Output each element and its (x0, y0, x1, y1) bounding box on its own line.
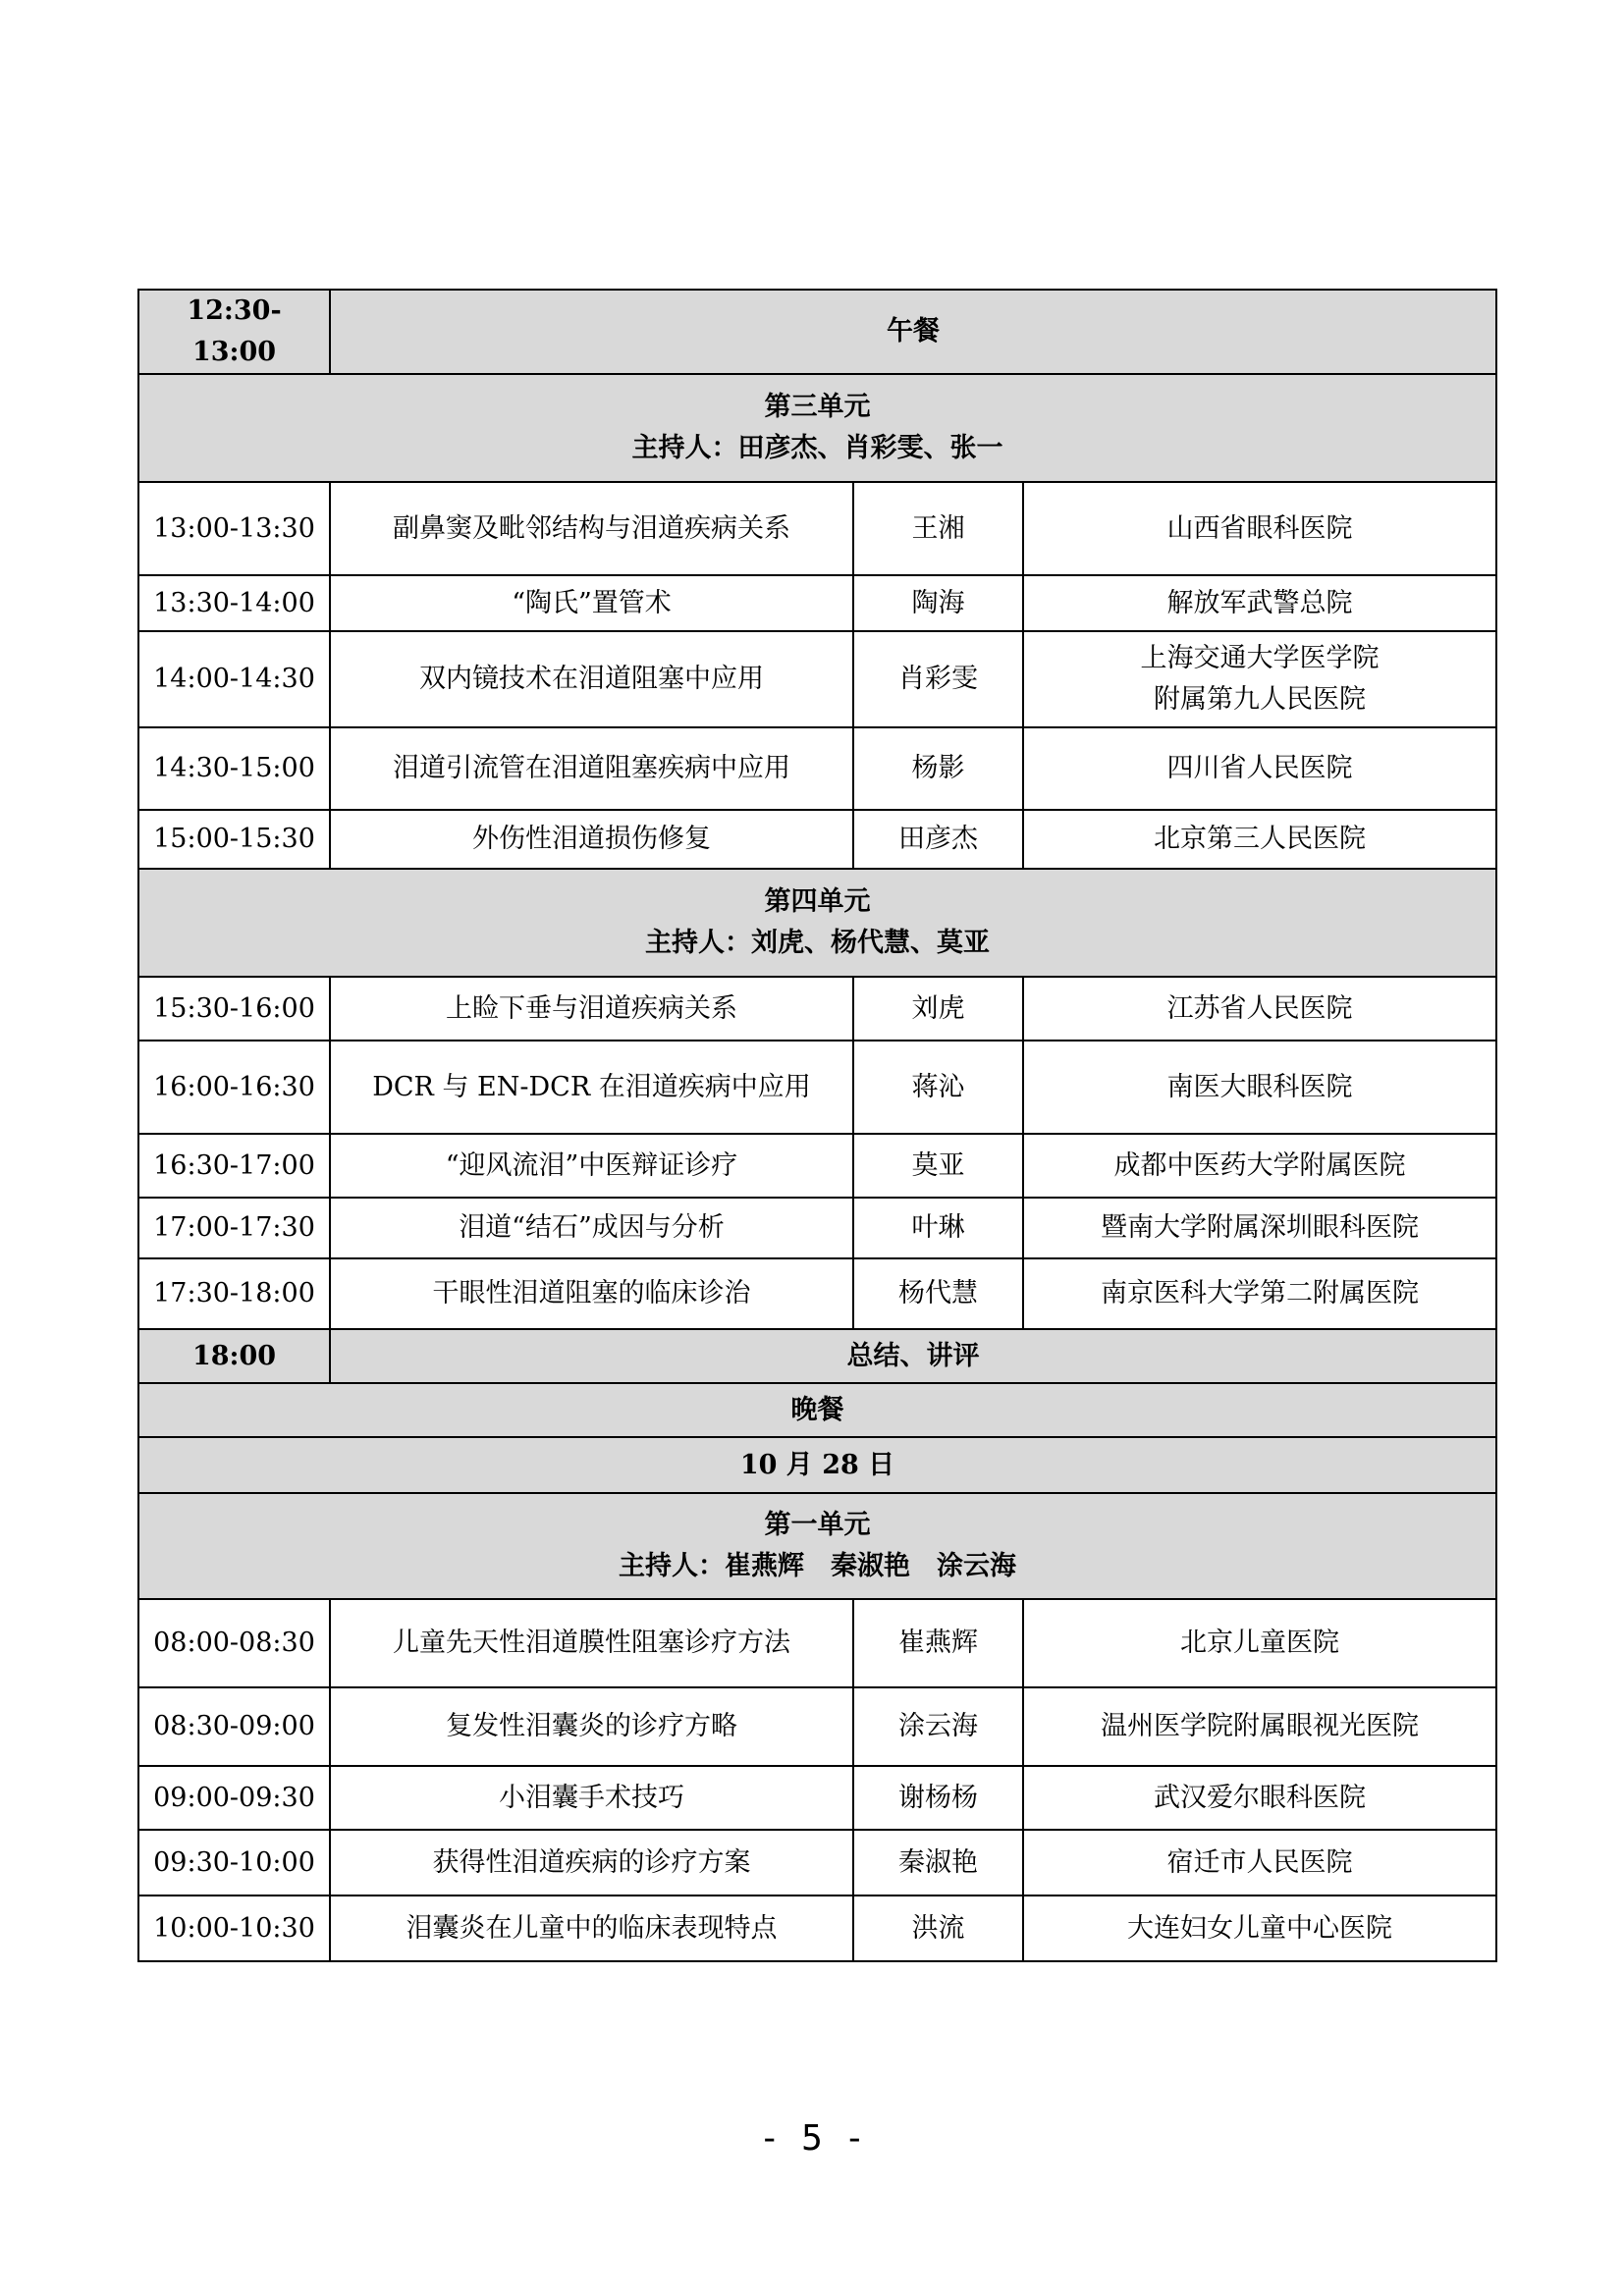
topic-cell: 上睑下垂与泪道疾病关系 (330, 977, 853, 1041)
org-cell: 大连妇女儿童中心医院 (1023, 1896, 1496, 1961)
session-label: 总结、讲评 (330, 1329, 1496, 1383)
org-cell: 温州医学院附属眼视光医院 (1023, 1687, 1496, 1766)
time-cell: 09:30-10:00 (138, 1830, 330, 1896)
table-row (138, 290, 1496, 374)
table-row (138, 1687, 1496, 1766)
org-line: 上海交通大学医学院 (1140, 643, 1380, 673)
speaker-cell: 杨代慧 (853, 1258, 1023, 1329)
table-row (138, 727, 1496, 810)
table-row (138, 1830, 1496, 1896)
time-cell: 18:00 (138, 1329, 330, 1383)
speaker-cell: 崔燕辉 (853, 1599, 1023, 1687)
topic-cell: 泪道“结石”成因与分析 (330, 1198, 853, 1258)
org-cell: 南京医科大学第二附属医院 (1023, 1258, 1496, 1329)
org-cell: 宿迁市人民医院 (1023, 1830, 1496, 1896)
table-row (138, 1329, 1496, 1383)
topic-cell: 儿童先天性泪道膜性阻塞诊疗方法 (330, 1599, 853, 1687)
table-row (138, 1599, 1496, 1687)
table-row (138, 1198, 1496, 1258)
session-title: 第三单元 (764, 392, 871, 422)
table-row (138, 810, 1496, 869)
topic-cell: 副鼻窦及毗邻结构与泪道疾病关系 (330, 482, 853, 575)
table-row (138, 1134, 1496, 1198)
org-cell (1023, 631, 1496, 727)
date-row (138, 1437, 1496, 1493)
speaker-cell: 刘虎 (853, 977, 1023, 1041)
org-cell: 成都中医药大学附属医院 (1023, 1134, 1496, 1198)
org-cell: 解放军武警总院 (1023, 575, 1496, 631)
time-cell: 16:30-17:00 (138, 1134, 330, 1198)
schedule-table (137, 289, 1497, 1962)
session-hosts: 主持人：崔燕辉 秦淑艳 涂云海 (619, 1551, 1017, 1581)
time-cell: 13:30-14:00 (138, 575, 330, 631)
table-row (138, 1896, 1496, 1961)
session-hosts: 主持人：刘虎、杨代慧、莫亚 (645, 928, 991, 958)
speaker-cell: 王湘 (853, 482, 1023, 575)
topic-cell: 复发性泪囊炎的诊疗方略 (330, 1687, 853, 1766)
time-cell: 14:30-15:00 (138, 727, 330, 810)
topic-cell: 双内镜技术在泪道阻塞中应用 (330, 631, 853, 727)
org-cell: 江苏省人民医院 (1023, 977, 1496, 1041)
speaker-cell: 秦淑艳 (853, 1830, 1023, 1896)
speaker-cell: 陶海 (853, 575, 1023, 631)
speaker-cell: 肖彩雯 (853, 631, 1023, 727)
time-cell: 08:30-09:00 (138, 1687, 330, 1766)
time-cell: 08:00-08:30 (138, 1599, 330, 1687)
org-cell: 武汉爱尔眼科医院 (1023, 1766, 1496, 1830)
topic-cell: “陶氏”置管术 (330, 575, 853, 631)
session-hosts: 主持人：田彦杰、肖彩雯、张一 (631, 433, 1003, 463)
org-cell: 四川省人民医院 (1023, 727, 1496, 810)
session-header (138, 374, 1496, 482)
table-row (138, 1041, 1496, 1134)
time-cell: 09:00-09:30 (138, 1766, 330, 1830)
time-cell: 14:00-14:30 (138, 631, 330, 727)
session-header (138, 869, 1496, 977)
org-cell: 山西省眼科医院 (1023, 482, 1496, 575)
date-label: 10 月 28 日 (138, 1437, 1496, 1493)
time-cell: 10:00-10:30 (138, 1896, 330, 1961)
time-cell: 15:00-15:30 (138, 810, 330, 869)
page-number: - 5 - (758, 2118, 866, 2159)
topic-cell: 获得性泪道疾病的诊疗方案 (330, 1830, 853, 1896)
speaker-cell: 田彦杰 (853, 810, 1023, 869)
speaker-cell: 蒋沁 (853, 1041, 1023, 1134)
table-row (138, 1766, 1496, 1830)
session-title: 第一单元 (764, 1510, 871, 1540)
org-cell: 北京第三人民医院 (1023, 810, 1496, 869)
session-label: 午餐 (330, 290, 1496, 374)
topic-cell: 干眼性泪道阻塞的临床诊治 (330, 1258, 853, 1329)
speaker-cell: 叶琳 (853, 1198, 1023, 1258)
org-cell: 北京儿童医院 (1023, 1599, 1496, 1687)
topic-cell: 泪道引流管在泪道阻塞疾病中应用 (330, 727, 853, 810)
table-row (138, 977, 1496, 1041)
speaker-cell: 谢杨杨 (853, 1766, 1023, 1830)
time-cell: 13:00-13:30 (138, 482, 330, 575)
org-line: 附属第九人民医院 (1154, 684, 1367, 715)
speaker-cell: 莫亚 (853, 1134, 1023, 1198)
time-cell: 17:30-18:00 (138, 1258, 330, 1329)
table-row (138, 482, 1496, 575)
topic-cell: DCR 与 EN-DCR 在泪道疾病中应用 (330, 1041, 853, 1134)
time-cell: 12:30-13:00 (138, 290, 330, 374)
time-cell: 16:00-16:30 (138, 1041, 330, 1134)
table-row (138, 575, 1496, 631)
session-header (138, 1493, 1496, 1599)
table-row (138, 1383, 1496, 1437)
speaker-cell: 洪流 (853, 1896, 1023, 1961)
time-cell: 17:00-17:30 (138, 1198, 330, 1258)
time-cell: 15:30-16:00 (138, 977, 330, 1041)
org-cell: 暨南大学附属深圳眼科医院 (1023, 1198, 1496, 1258)
topic-cell: 泪囊炎在儿童中的临床表现特点 (330, 1896, 853, 1961)
session-title: 第四单元 (764, 886, 871, 917)
topic-cell: 外伤性泪道损伤修复 (330, 810, 853, 869)
speaker-cell: 杨影 (853, 727, 1023, 810)
session-label: 晚餐 (138, 1383, 1496, 1437)
topic-cell: “迎风流泪”中医辩证诊疗 (330, 1134, 853, 1198)
org-cell: 南医大眼科医院 (1023, 1041, 1496, 1134)
speaker-cell: 涂云海 (853, 1687, 1023, 1766)
topic-cell: 小泪囊手术技巧 (330, 1766, 853, 1830)
table-row (138, 1258, 1496, 1329)
table-row (138, 631, 1496, 727)
